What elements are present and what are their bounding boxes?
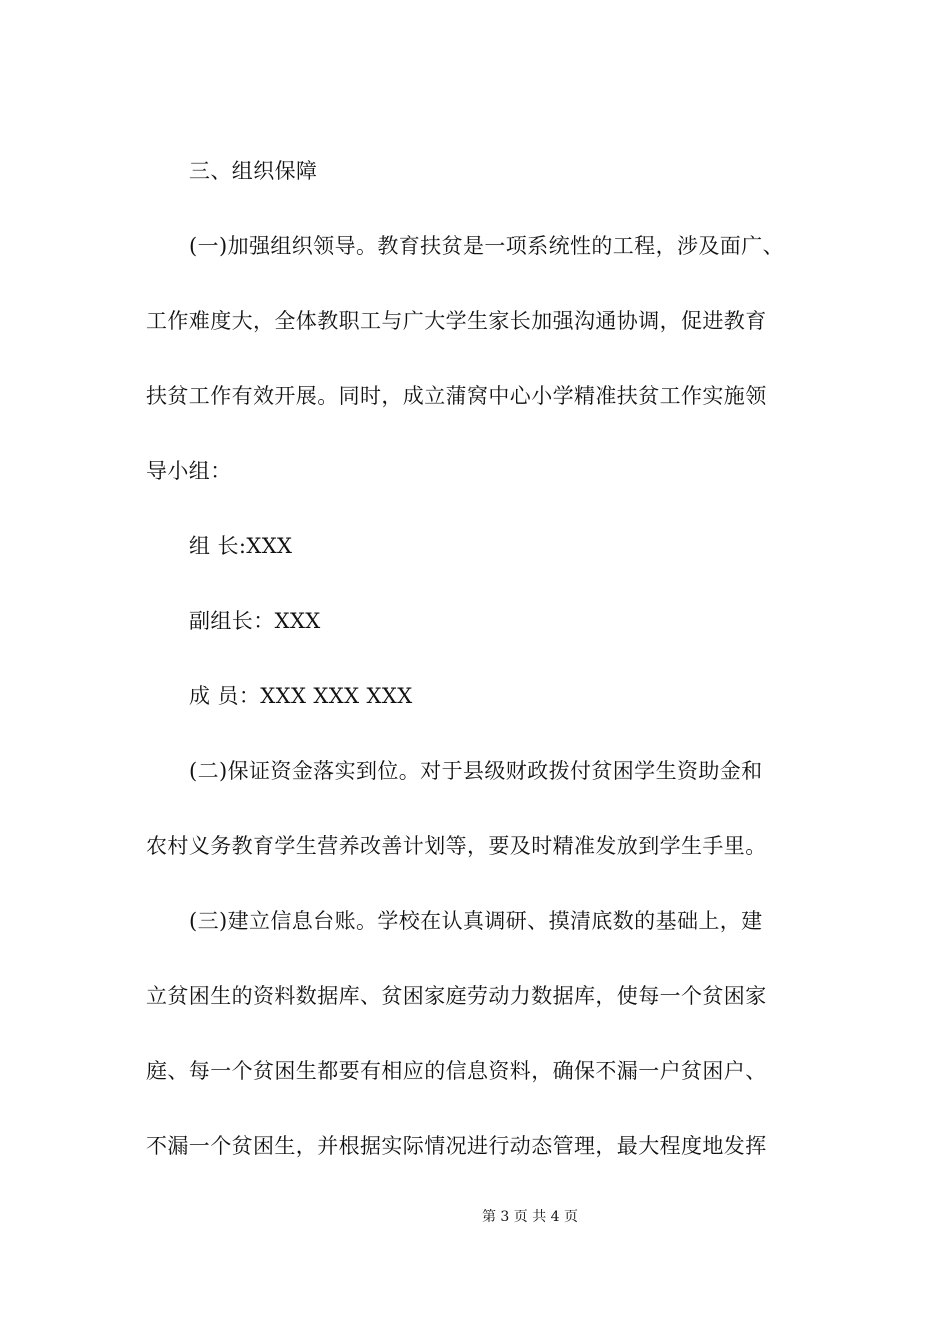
document-body xyxy=(146,134,816,1184)
members-line: 成 员：XXX XXX XXX xyxy=(189,684,413,708)
page-number-footer: 第 3 页 共 4 页 xyxy=(481,1209,579,1225)
paragraph-line: 扶贫工作有效开展。同时，成立蒲窝中心小学精准扶贫工作实施领 xyxy=(146,384,767,408)
deputy-leader-line: 副组长：XXX xyxy=(189,609,321,633)
paragraph-line: 不漏一个贫困生，并根据实际情况进行动态管理，最大程度地发挥 xyxy=(146,1134,767,1158)
paragraph-line: 庭、每一个贫困生都要有相应的信息资料，确保不漏一户贫困户、 xyxy=(146,1059,767,1083)
paragraph-line: 工作难度大，全体教职工与广大学生家长加强沟通协调，促进教育 xyxy=(146,309,767,333)
paragraph-line: (三)建立信息台账。学校在认真调研、摸清底数的基础上，建 xyxy=(189,909,763,933)
section-heading: 三、组织保障 xyxy=(189,159,318,183)
paragraph-line: 导小组： xyxy=(146,459,232,483)
paragraph-line: 农村义务教育学生营养改善计划等，要及时精准发放到学生手里。 xyxy=(146,834,767,858)
paragraph-line: (二)保证资金落实到位。对于县级财政拨付贫困学生资助金和 xyxy=(189,759,763,783)
paragraph-line: (一)加强组织领导。教育扶贫是一项系统性的工程，涉及面广、 xyxy=(189,234,784,258)
paragraph-line: 立贫困生的资料数据库、贫困家庭劳动力数据库，使每一个贫困家 xyxy=(146,984,767,1008)
group-leader-line: 组 长:XXX xyxy=(189,534,293,558)
